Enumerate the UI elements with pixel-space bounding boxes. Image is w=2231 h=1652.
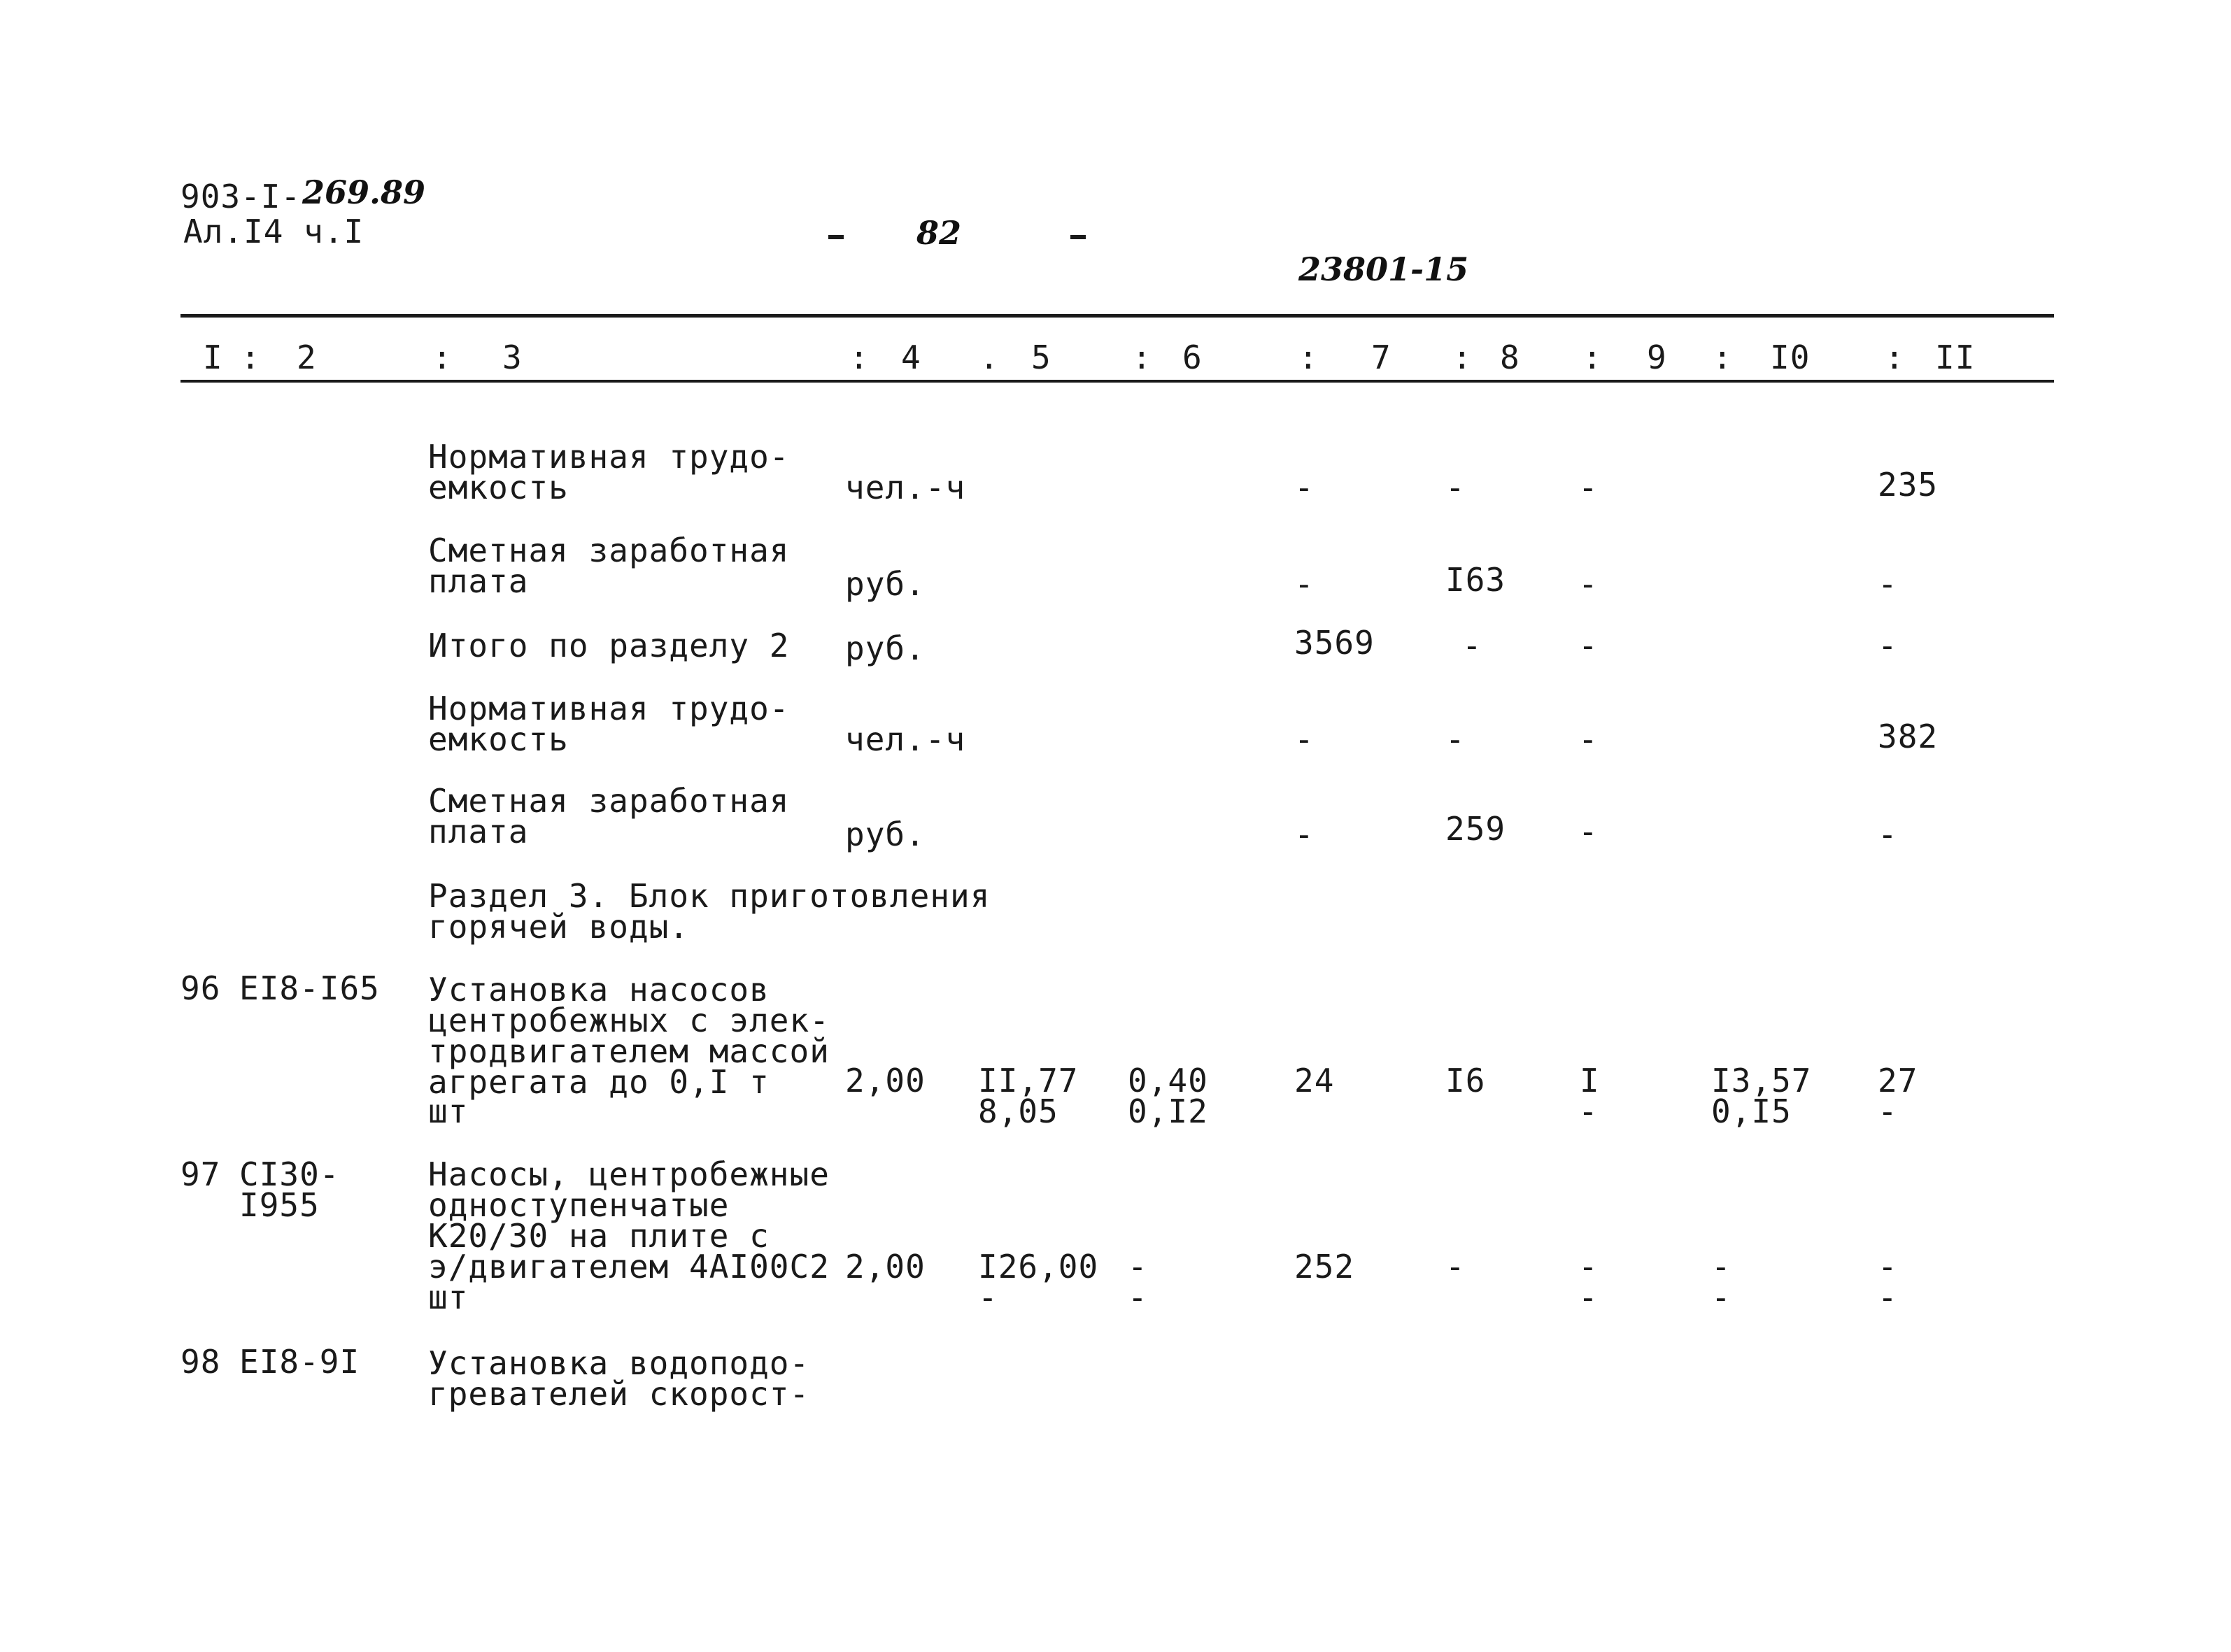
- row-col11: -: [1878, 816, 1898, 853]
- row-name-line: Итого по разделу 2: [428, 627, 790, 664]
- row-name-line: плата: [428, 813, 529, 850]
- row-col8: I6: [1445, 1062, 1486, 1099]
- col-header-9: 9: [1647, 339, 1667, 376]
- row-qty: 2,00: [845, 1062, 926, 1099]
- row-code: CI30-: [239, 1155, 340, 1193]
- col-sep: :: [1298, 339, 1319, 376]
- row-col10: 0,I5: [1711, 1092, 1792, 1130]
- row-number: 98: [180, 1343, 221, 1381]
- table-header-bottom-rule: [180, 380, 2054, 383]
- row-col11: 27: [1878, 1062, 1918, 1099]
- row-col11: 382: [1878, 718, 1939, 755]
- row-col11: -: [1878, 565, 1898, 603]
- row-code: I955: [239, 1186, 320, 1224]
- col-header-10: I0: [1770, 339, 1811, 376]
- row-col9: -: [1578, 813, 1599, 850]
- row-number: 96: [180, 969, 221, 1007]
- row-col11: 235: [1878, 466, 1939, 504]
- row-name-line: э/двигателем 4АI00С2: [428, 1248, 830, 1286]
- row-col6: -: [1128, 1248, 1148, 1286]
- row-name-line: Нормативная трудо-: [428, 690, 790, 727]
- row-name-line: К20/30 на плите с: [428, 1217, 770, 1255]
- col-header-11: II: [1935, 339, 1976, 376]
- row-col5: II,77: [978, 1062, 1079, 1099]
- row-col8: -: [1462, 627, 1482, 664]
- row-code: EI8-9I: [239, 1343, 360, 1381]
- col-sep: :: [1132, 339, 1152, 376]
- row-col8: -: [1445, 1248, 1466, 1286]
- row-col7: -: [1294, 565, 1315, 603]
- row-col11: -: [1878, 627, 1898, 664]
- row-col9: -: [1578, 565, 1599, 603]
- doc-code-printed: 903-I-: [180, 178, 302, 215]
- row-col10: I3,57: [1711, 1062, 1812, 1099]
- row-col11: -: [1878, 1248, 1898, 1286]
- doc-code: [180, 180, 301, 213]
- row-unit: чел.-ч: [845, 469, 966, 506]
- row-col11: -: [1878, 1279, 1898, 1316]
- col-sep: :: [241, 339, 261, 376]
- col-sep: :: [1885, 339, 1905, 376]
- col-sep: :: [432, 339, 453, 376]
- row-col9: -: [1578, 720, 1599, 758]
- row-number: 97: [180, 1155, 221, 1193]
- col-sep: .: [979, 339, 1000, 376]
- col-header-5: 5: [1031, 339, 1051, 376]
- col-sep: :: [1582, 339, 1603, 376]
- page-number-dash-left: [828, 235, 844, 239]
- row-col6: 0,40: [1128, 1062, 1208, 1099]
- col-header-6: 6: [1182, 339, 1203, 376]
- col-header-3: 3: [502, 339, 523, 376]
- row-col7: 3569: [1294, 624, 1375, 662]
- col-sep: :: [1713, 339, 1733, 376]
- row-name-line: плата: [428, 562, 529, 600]
- row-code: EI8-I65: [239, 969, 380, 1007]
- col-header-1: I: [203, 339, 223, 376]
- row-col9: -: [1578, 627, 1599, 664]
- row-col8: -: [1445, 720, 1466, 758]
- page-number: 82: [916, 214, 962, 252]
- row-col9: -: [1578, 1092, 1599, 1130]
- row-col5: I26,00: [978, 1248, 1099, 1286]
- row-name-line: агрегата до 0,I т: [428, 1063, 770, 1101]
- row-col5: -: [978, 1279, 998, 1316]
- inventory-number: 23801-15: [1298, 250, 1469, 288]
- row-col9: -: [1578, 1248, 1599, 1286]
- row-name-line: гревателей скорост-: [428, 1375, 810, 1413]
- row-col10: -: [1711, 1279, 1731, 1316]
- row-col7: -: [1294, 469, 1315, 506]
- col-header-7: 7: [1371, 339, 1391, 376]
- row-name-line: Нормативная трудо-: [428, 438, 790, 476]
- row-name-line: шт: [428, 1092, 469, 1130]
- row-name-line: Сметная заработная: [428, 532, 790, 569]
- row-col5: 8,05: [978, 1092, 1058, 1130]
- col-header-4: 4: [901, 339, 921, 376]
- row-col9: -: [1578, 469, 1599, 506]
- col-header-8: 8: [1500, 339, 1520, 376]
- row-col9: -: [1578, 1279, 1599, 1316]
- row-col9: I: [1580, 1062, 1600, 1099]
- row-col8: I63: [1445, 561, 1506, 599]
- row-name-line: емкость: [428, 720, 569, 758]
- row-col8: -: [1445, 469, 1466, 506]
- album-line: Ал.I4 ч.I: [183, 213, 364, 250]
- row-name-line: емкость: [428, 469, 569, 506]
- row-qty: 2,00: [845, 1248, 926, 1286]
- row-name-line: Сметная заработная: [428, 782, 790, 820]
- row-col7: 24: [1294, 1062, 1335, 1099]
- row-col8: 259: [1445, 810, 1506, 848]
- row-name-line: шт: [428, 1279, 469, 1316]
- row-unit: руб.: [845, 816, 926, 853]
- row-col6: -: [1128, 1279, 1148, 1316]
- page-number-dash-right: [1070, 235, 1086, 239]
- table-top-rule: [180, 314, 2054, 318]
- row-col11: -: [1878, 1092, 1898, 1130]
- row-col7: -: [1294, 816, 1315, 853]
- row-name-line: тродвигателем массой: [428, 1032, 830, 1070]
- doc-code-handwritten: 269.89: [302, 173, 426, 211]
- row-unit: руб.: [845, 565, 926, 603]
- col-sep: :: [1452, 339, 1473, 376]
- row-col7: 252: [1294, 1248, 1355, 1286]
- row-name-line: Насосы, центробежные: [428, 1155, 830, 1193]
- row-unit: чел.-ч: [845, 720, 966, 758]
- col-header-2: 2: [297, 339, 317, 376]
- row-col7: -: [1294, 720, 1315, 758]
- row-col6: 0,I2: [1128, 1092, 1208, 1130]
- row-name-line: Установка насосов: [428, 971, 770, 1009]
- col-sep: :: [849, 339, 870, 376]
- section-heading-line: Раздел 3. Блок приготовления: [428, 877, 991, 915]
- row-name-line: центробежных с элек-: [428, 1002, 830, 1039]
- row-name-line: одноступенчатые: [428, 1186, 730, 1224]
- section-heading-line: горячей воды.: [428, 908, 690, 946]
- row-col10: -: [1711, 1248, 1731, 1286]
- row-name-line: Установка водоподо-: [428, 1344, 810, 1382]
- row-unit: руб.: [845, 629, 926, 667]
